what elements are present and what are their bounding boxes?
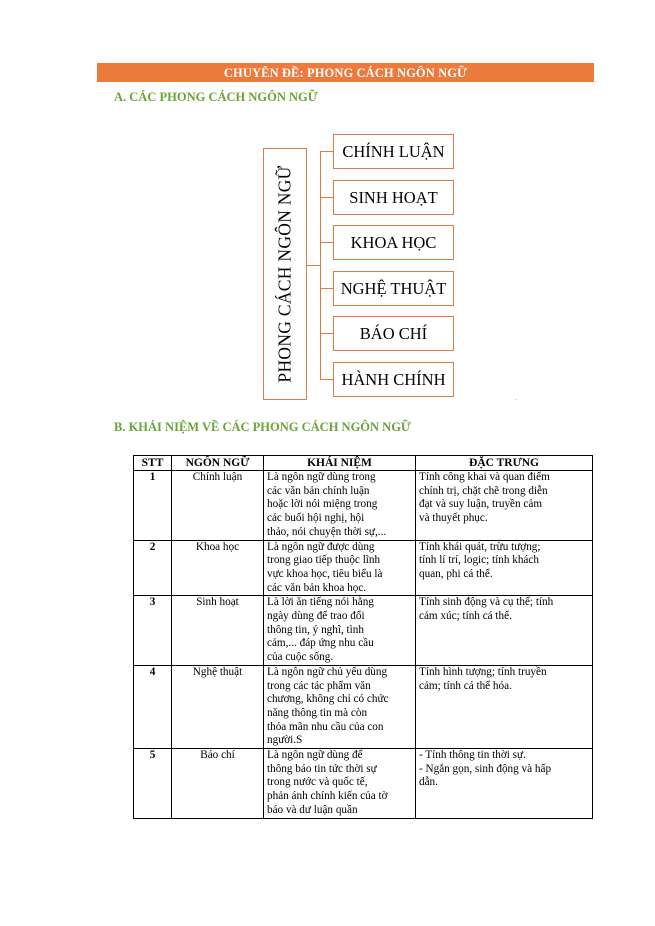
branch-khoa-hoc: KHOA HỌC xyxy=(333,225,454,260)
header-features: ĐẶC TRƯNG xyxy=(416,456,593,471)
concept-line: Là lời ăn tiếng nói hằng xyxy=(267,596,374,609)
concept-line: báo và dư luận quần xyxy=(267,803,358,816)
feature-line: cảm; tính cá thể hóa. xyxy=(419,679,512,692)
cell-features xyxy=(416,471,593,541)
feature-line: đạt và suy luận, truyền cảm xyxy=(419,498,543,511)
diagram-root-box xyxy=(263,148,307,400)
concept-line: cảm,... đáp ứng nhu cầu xyxy=(267,637,374,650)
cell-language: Nghệ thuật xyxy=(172,665,264,748)
cell-stt: 2 xyxy=(134,540,172,596)
table-row xyxy=(134,540,593,596)
feature-line: Tính khái quát, trừu tượng; xyxy=(419,540,541,553)
branch-bao-chi: BÁO CHÍ xyxy=(333,316,454,351)
stray-mark xyxy=(515,399,517,400)
cell-language: Báo chí xyxy=(172,749,264,819)
table-row xyxy=(134,749,593,819)
cell-features xyxy=(416,596,593,666)
concept-line: vực khoa học, tiêu biểu là xyxy=(267,567,383,580)
branch-chinh-luan: CHÍNH LUẬN xyxy=(333,134,454,169)
topic-banner: CHUYÊN ĐỀ: PHONG CÁCH NGÔN NGỮ xyxy=(97,63,594,82)
feature-line: cảm xúc; tính cá thể. xyxy=(419,610,512,623)
feature-line: quan, phi cá thể. xyxy=(419,567,493,580)
cell-language: Chính luận xyxy=(172,471,264,541)
connector-branch xyxy=(320,379,333,380)
cell-features xyxy=(416,540,593,596)
concept-line: trong nước và quốc tế, xyxy=(267,776,368,789)
concept-line: người.S xyxy=(267,734,303,747)
cell-concept xyxy=(264,471,416,541)
concept-line: Là ngôn ngữ được dùng xyxy=(267,540,375,553)
diagram-root-label: PHONG CÁCH NGÔN NGỮ xyxy=(274,165,295,383)
concept-line: Là ngôn ngữ dùng trong xyxy=(267,471,376,483)
connector-spine xyxy=(320,151,321,380)
concept-line: các văn bản khoa học. xyxy=(267,581,367,594)
cell-stt: 3 xyxy=(134,596,172,666)
feature-line: chính trị, chặt chẽ trong diễn xyxy=(419,484,548,497)
branch-sinh-hoat: SINH HOẠT xyxy=(333,180,454,215)
concept-line: các buổi hội nghị, hội xyxy=(267,512,365,525)
connector-branch xyxy=(320,242,333,243)
header-language: NGÔN NGỮ xyxy=(172,456,264,471)
concept-line: thông báo tin tức thời sự xyxy=(267,762,377,775)
concept-line: Là ngôn ngữ chủ yếu dùng xyxy=(267,665,388,678)
table-row xyxy=(134,471,593,541)
concept-line: thảo, nói chuyện thời sự,... xyxy=(267,525,387,538)
cell-stt: 5 xyxy=(134,749,172,819)
table-header-row xyxy=(134,456,593,471)
concept-line: phản ánh chính kiến của tờ xyxy=(267,790,388,803)
header-concept: KHÁI NIỆM xyxy=(264,456,416,471)
concept-line: ngày dùng để trao đổi xyxy=(267,610,365,623)
feature-line: Tính công khai và quan điểm xyxy=(419,471,550,483)
header-stt: STT xyxy=(134,456,172,471)
connector-branch xyxy=(320,197,333,198)
concept-line: trong giao tiếp thuộc lĩnh xyxy=(267,554,381,567)
section-a-heading: A. CÁC PHONG CÁCH NGÔN NGỮ xyxy=(114,90,318,104)
concept-line: năng thông tin mà còn xyxy=(267,706,368,719)
cell-stt: 4 xyxy=(134,665,172,748)
connector-stem xyxy=(307,265,321,266)
branch-nghe-thuat: NGHỆ THUẬT xyxy=(333,271,454,306)
concept-line: chương, không chỉ có chức xyxy=(267,693,389,706)
connector-branch xyxy=(320,151,333,152)
cell-concept xyxy=(264,665,416,748)
cell-stt: 1 xyxy=(134,471,172,541)
feature-line: Tính hình tượng; tính truyền xyxy=(419,665,547,678)
cell-concept xyxy=(264,749,416,819)
concept-line: các văn bản chính luận xyxy=(267,484,370,497)
feature-line: - Ngắn gọn, sinh động và hấp xyxy=(419,762,552,775)
styles-table xyxy=(133,455,593,819)
connector-branch xyxy=(320,333,333,334)
concept-line: thỏa mãn nhu cầu của con xyxy=(267,720,384,733)
feature-line: Tính sinh động và cụ thể; tính xyxy=(419,596,554,609)
cell-features xyxy=(416,749,593,819)
concept-line: hoặc lời nói miệng trong xyxy=(267,498,378,511)
connector-branch xyxy=(320,288,333,289)
section-b-heading: B. KHÁI NIỆM VỀ CÁC PHONG CÁCH NGÔN NGỮ xyxy=(114,420,411,434)
cell-language: Sinh hoạt xyxy=(172,596,264,666)
cell-features xyxy=(416,665,593,748)
cell-concept xyxy=(264,540,416,596)
feature-line: tính lí trí, logic; tính khách xyxy=(419,554,539,567)
cell-concept xyxy=(264,596,416,666)
concept-line: của cuộc sống. xyxy=(267,651,334,664)
feature-line: - Tính thông tin thời sự. xyxy=(419,749,526,762)
feature-line: và thuyết phục. xyxy=(419,512,488,525)
feature-line: dẫn. xyxy=(419,776,438,789)
table-row xyxy=(134,665,593,748)
table-row xyxy=(134,596,593,666)
branch-hanh-chinh: HÀNH CHÍNH xyxy=(333,362,454,397)
concept-line: thông tin, ý nghĩ, tình xyxy=(267,623,364,636)
concept-line: Là ngôn ngữ dùng để xyxy=(267,749,363,762)
cell-language: Khoa học xyxy=(172,540,264,596)
concept-line: trong các tác phẩm văn xyxy=(267,679,371,692)
